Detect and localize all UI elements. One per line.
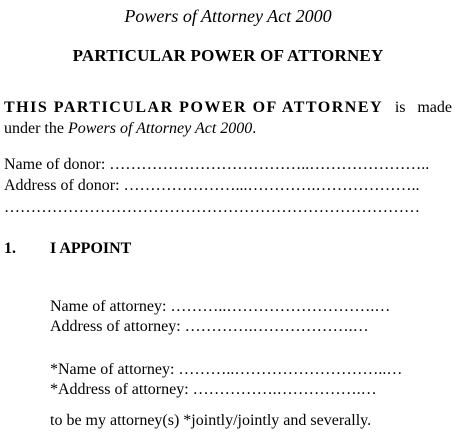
attorney-address-field-1: Address of attorney: ………….……………….… [50, 318, 369, 335]
attorney-address-field-2: *Address of attorney: …………….…………….… [50, 381, 377, 398]
intro-act-name: Powers of Attorney Act 2000 [67, 120, 253, 137]
intro-word-made: made [417, 99, 452, 116]
intro-word-is: is [394, 99, 406, 116]
donor-name-field: Name of donor: ………………………………..………………….. [4, 156, 430, 173]
intro-bold-lead: THIS PARTICULAR POWER OF ATTORNEY [4, 99, 384, 116]
appointment-closing-text: to be my attorney(s) *jointly/jointly and severally. [50, 412, 372, 429]
section-number: 1. [4, 240, 16, 257]
intro-line-2 [4, 120, 256, 138]
section-title: I APPOINT [50, 240, 132, 257]
document-title: PARTICULAR POWER OF ATTORNEY [72, 46, 384, 65]
intro-line-1 [4, 99, 452, 117]
donor-address-field: Address of donor: …………………...………….……………….. [4, 177, 420, 194]
attorney-name-field-2: *Name of attorney: ………..………………………..… [50, 361, 403, 378]
intro-suffix: . [252, 120, 257, 137]
intro-prefix: under the [4, 120, 68, 137]
act-title: Powers of Attorney Act 2000 [124, 6, 332, 26]
attorney-name-field-1: Name of attorney: ………..……………………….… [50, 298, 391, 315]
donor-address-continuation: …………………………………………………………………… [4, 199, 420, 216]
